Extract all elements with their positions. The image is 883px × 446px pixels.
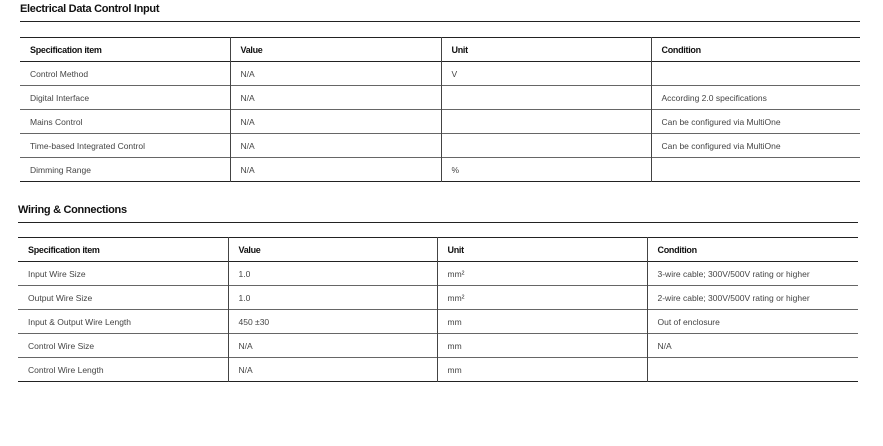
table-row <box>18 286 858 310</box>
cell-unit: mm² <box>437 262 647 286</box>
cell-spec-item: Dimming Range <box>30 164 91 175</box>
cell-condition: Can be configured via MultiOne <box>651 134 860 158</box>
header-value: Value <box>230 38 441 62</box>
cell-spec-item: Control Method <box>30 68 89 79</box>
table-row <box>20 110 860 134</box>
cell-spec-item: Output Wire Size <box>28 292 93 303</box>
cell-unit: V <box>441 62 651 86</box>
table-header-row <box>18 238 858 262</box>
table-row <box>18 310 858 334</box>
section-title: Wiring & Connections <box>18 204 127 216</box>
header-value: Value <box>228 238 437 262</box>
header-specification-item: Specification item <box>28 244 100 255</box>
table-row <box>18 358 858 382</box>
cell-unit: mm <box>437 310 647 334</box>
table-header-row <box>20 38 860 62</box>
table-row <box>20 86 860 110</box>
cell-value: N/A <box>228 334 437 358</box>
cell-condition <box>651 158 860 182</box>
table-row <box>20 62 860 86</box>
header-unit: Unit <box>441 38 651 62</box>
cell-unit <box>441 110 651 134</box>
cell-spec-item: Control Wire Size <box>28 340 95 351</box>
cell-condition: Can be configured via MultiOne <box>651 110 860 134</box>
cell-spec-item: Time-based Integrated Control <box>30 140 145 151</box>
cell-condition <box>651 62 860 86</box>
cell-value: N/A <box>230 134 441 158</box>
header-condition: Condition <box>651 38 860 62</box>
cell-condition: According 2.0 specifications <box>651 86 860 110</box>
cell-value: 1.0 <box>228 262 437 286</box>
cell-spec-item: Mains Control <box>30 116 83 127</box>
table-row <box>18 334 858 358</box>
header-condition: Condition <box>647 238 858 262</box>
cell-value: N/A <box>230 62 441 86</box>
title-divider <box>20 21 860 22</box>
cell-value: N/A <box>230 158 441 182</box>
cell-spec-item: Input Wire Size <box>28 268 86 279</box>
table-row <box>20 134 860 158</box>
cell-unit: mm² <box>437 286 647 310</box>
cell-spec-item: Digital Interface <box>30 92 90 103</box>
section-title: Electrical Data Control Input <box>20 3 160 15</box>
cell-condition <box>647 358 858 382</box>
cell-unit: mm <box>437 334 647 358</box>
cell-unit <box>441 86 651 110</box>
wiring-connections-table <box>18 237 858 382</box>
header-specification-item: Specification item <box>30 44 102 55</box>
cell-condition: 3-wire cable; 300V/500V rating or higher <box>647 262 858 286</box>
cell-value: N/A <box>230 86 441 110</box>
cell-unit: % <box>441 158 651 182</box>
control-input-table <box>20 37 860 182</box>
cell-condition: Out of enclosure <box>647 310 858 334</box>
cell-condition: 2-wire cable; 300V/500V rating or higher <box>647 286 858 310</box>
cell-condition: N/A <box>647 334 858 358</box>
cell-value: 1.0 <box>228 286 437 310</box>
cell-spec-item: Control Wire Length <box>28 364 104 375</box>
cell-spec-item: Input & Output Wire Length <box>28 316 132 327</box>
header-unit: Unit <box>437 238 647 262</box>
cell-value: N/A <box>230 110 441 134</box>
cell-value: 450 ±30 <box>228 310 437 334</box>
title-divider <box>18 222 858 223</box>
cell-value: N/A <box>228 358 437 382</box>
table-row <box>18 262 858 286</box>
cell-unit: mm <box>437 358 647 382</box>
cell-unit <box>441 134 651 158</box>
table-row <box>20 158 860 182</box>
